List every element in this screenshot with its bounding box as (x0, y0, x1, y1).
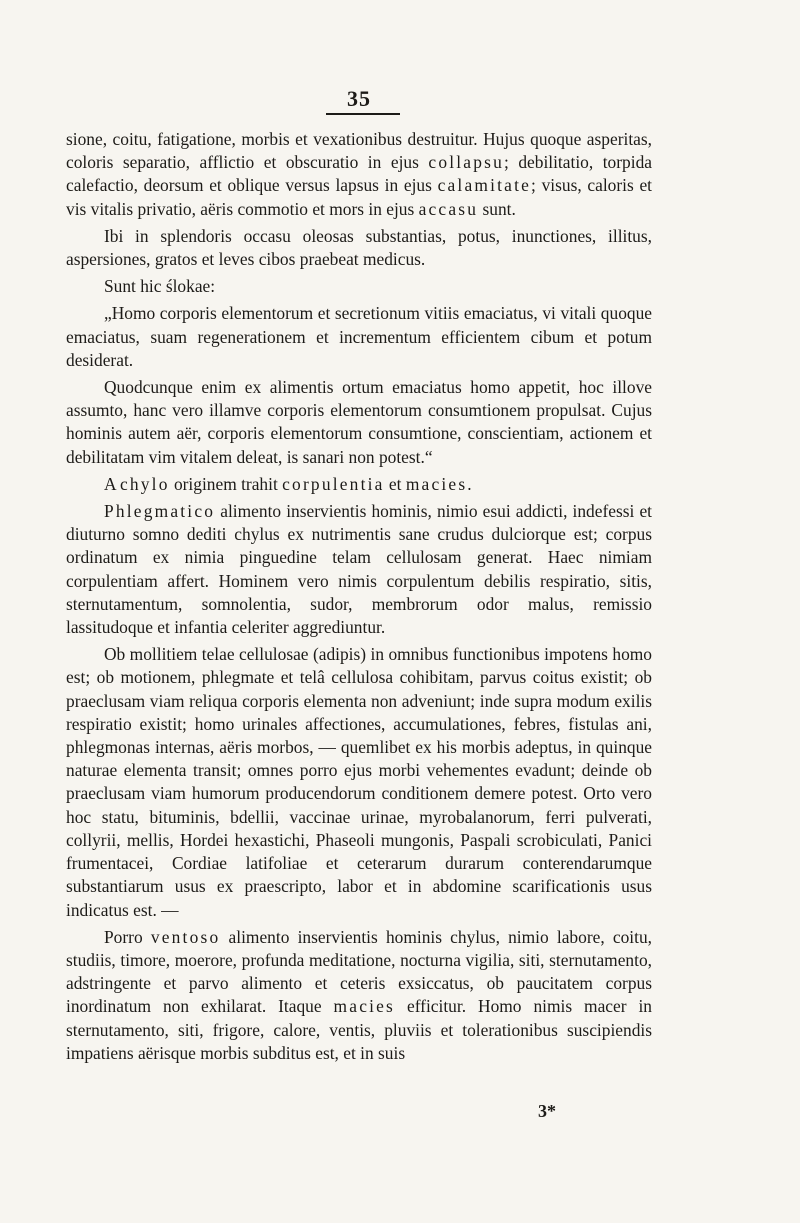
text-run: Sunt hic ślokae: (104, 276, 216, 297)
text-run: sione, coitu, fatigatione, morbis et vexationibus destruitur. Hujus quoque asperitas, coloris separatio, afflictio et obscuratio in ejus (66, 129, 652, 173)
spaced-emphasis: Phlegmatico (104, 501, 216, 522)
paragraph (66, 376, 652, 469)
text-run: Porro (104, 926, 151, 947)
paragraph (66, 128, 652, 221)
text-run: . (467, 473, 472, 494)
paragraph (66, 643, 652, 921)
text-run: et (384, 473, 406, 494)
text-run: sunt. (478, 198, 516, 219)
spaced-emphasis: corpulentia (282, 473, 385, 494)
page-number: 35 (347, 86, 371, 111)
text-run: Quodcunque enim ex alimentis ortum emaciatus homo appetit, hoc illove assumto, hanc vero illamve corporis elementorum consumtionem propulsat. Cujus hominis autem aër, corporis elementorum consumtione, conscientiam, actionem et debilitatam vim vitalem deleat, is sanari non potest.“ (66, 377, 652, 467)
spaced-emphasis: collapsu (428, 152, 504, 173)
text-run: „Homo corporis elementorum et secretionum vitiis emaciatus, vi vitali quoque emaciatus, suam regenerationem et incrementum efficientem cibum et potum desiderat. (66, 303, 652, 370)
spaced-emphasis: macies (405, 473, 468, 494)
signature-mark: 3* (538, 1101, 556, 1121)
spaced-emphasis: macies (333, 996, 396, 1017)
text-run: Ibi in splendoris occasu oleosas substantias, potus, inunctiones, illitus, aspersiones, gratos et leves cibos praebeat medicus. (66, 225, 652, 270)
spaced-emphasis: calamitate (437, 175, 532, 196)
text-run: originem trahit (169, 473, 283, 494)
spaced-emphasis: accasu (418, 198, 479, 219)
text-run: efficitur. Homo nimis macer in sternutamento, siti, frigore, calore, ventis, pluviis et tolerationibus suscipiendis impatiens aërisque morbis subditus est, et in suis (66, 996, 652, 1063)
paragraph (66, 500, 652, 639)
spaced-emphasis: chylo (119, 473, 170, 494)
text-run: alimento inservientis hominis, nimio esui addicti, indefessi et diuturno somno dediti chylus ex nutrimentis sane crudus dulciorque est; corpus ordinatum ex nimia pinguedine telam cellulosam generat. Haec nimiam corpulentiam affert. Hominem vero nimis corpulentum debilis respiratio, sitis, sternutamentum, somnolentia, sudor, membrorum odor malus, remissio lassitudoque et infantia celeriter aggrediuntur. (66, 501, 652, 638)
text-run: ; visus, caloris et vis vitalis privatio, aëris commotio et mors in ejus (66, 175, 652, 219)
paragraph (66, 926, 652, 1065)
paragraph (66, 473, 652, 496)
paragraph (66, 275, 652, 298)
text-run: ; debilitatio, torpida calefactio, deorsum et oblique versus lapsus in ejus (66, 152, 652, 196)
body-text (66, 128, 652, 1069)
paragraph (66, 225, 652, 271)
spaced-emphasis: ventoso (150, 926, 221, 947)
text-run: alimento inservientis hominis chylus, nimio labore, coitu, studiis, timore, moerore, profunda meditatione, nocturna vigilia, siti, sternutamento, adstringente et parvo alimento et ceteris exsiccatus, ob paucitatem corpus inordinatum non exhilarat. Itaque (66, 926, 652, 1017)
header-rule (326, 113, 400, 115)
paragraph (66, 302, 652, 372)
text-run: A (104, 473, 120, 494)
text-run: Ob mollitiem telae cellulosae (adipis) in omnibus functionibus impotens homo est; ob motionem, phlegmate et telâ cellulosa cohibitam, parvus coitus existit; ob praeclusam viam reliqua corporis elementa non adveniunt; inde supra modum exilis respiratio existit; homo urinales affectiones, accumulationes, febres, fistulas ani, phlegmonas internas, aëris morbos, — quemlibet ex his morbis adeptus, in quinque naturae elementa transit; omnes porro ejus morbi vehementes evadunt; deinde ob praeclusam viam humorum producendorum conditionem demere potest. Orto vero hoc statu, bituminis, bdellii, vaccinae urinae, myrobalanorum, ferri pulverati, collyrii, mellis, Hordei hexastichi, Phaseoli mungonis, Paspali scrobiculati, Panici frumentacei, Cordiae latifoliae et ceterarum durarum conterendarumque substantiarum usus ex praescripto, labor et in abdomine scarificationis usus indicatus est. — (66, 644, 652, 920)
